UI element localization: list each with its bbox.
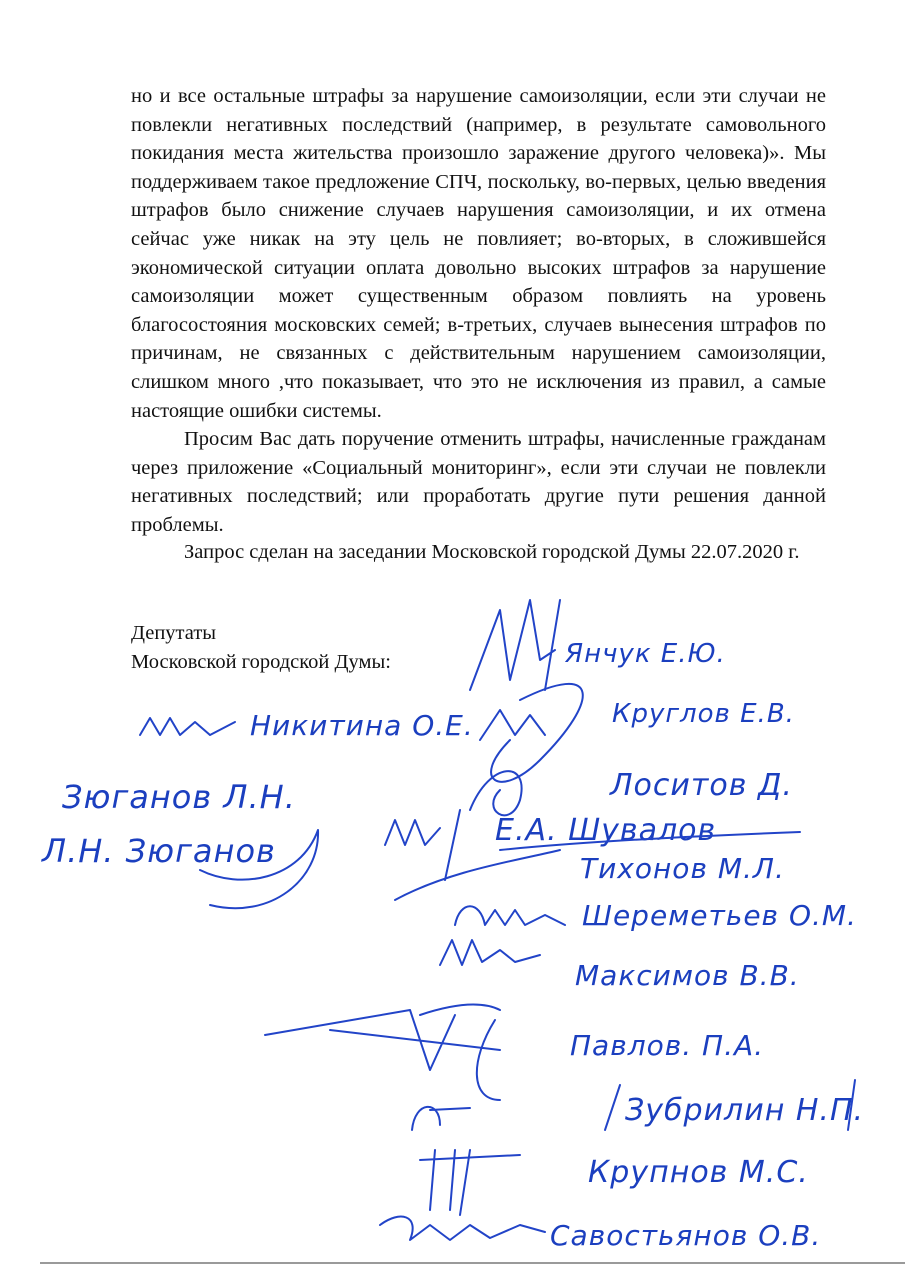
signature-nikitina: Никитина О.Е.	[250, 709, 474, 742]
signature-scribble-savostyanov	[380, 1217, 545, 1240]
signature-zubrilin: Зубрилин Н.П.	[625, 1093, 865, 1128]
signature-scribble-sheremetyev	[455, 906, 565, 925]
signature-scribble-maksimov	[440, 940, 540, 965]
signature-yanchuk: Янчук Е.Ю.	[565, 639, 726, 669]
signature-krupnov: Крупнов М.С.	[588, 1155, 809, 1190]
paragraph-request: Просим Вас дать поручение отменить штрафы, начисленные гражданам через приложение «Социальный мониторинг», если эти случаи не повлекли негативных последствий; или проработать другие пути решения данной проблемы.	[131, 428, 826, 536]
signature-tikhonov: Тихонов М.Л.	[580, 852, 785, 885]
signature-scribble-krupnov	[420, 1150, 520, 1215]
signatories-line-1: Депутаты	[131, 622, 217, 644]
signature-kruglov: Круглов Е.В.	[612, 699, 795, 729]
signature-scribble-pavlov	[265, 1005, 500, 1100]
signature-scribble-yanchuk	[470, 600, 560, 690]
paragraph-main: но и все остальные штрафы за нарушение самоизоляции, если эти случаи не повлекли негативных последствий (например, в результате самовольного покидания места жительства произошло заражение другого человека)». Мы поддерживаем такое предложение СПЧ, поскольку, во-первых, целью введения штрафов было снижение случаев нарушения самоизоляции, и их отмена сейчас уже никак на эту цель не повлияет; во-вторых, в сложившейся экономической ситуации оплата довольно высоких штрафов за нарушение самоизоляции может существенным образом повлиять на уровень благосостояния московских семей; в-третьих, случаев вынесения штрафов по причинам, не связанных с действительным нарушением самоизоляции, слишком много ,что показывает, что это не исключения из правил, а самые настоящие ошибки системы.	[131, 85, 826, 422]
signature-separator-zubrilin	[605, 1085, 620, 1130]
signature-sheremetyev: Шереметьев О.М.	[582, 899, 857, 932]
signature-scribble-zubrilin	[412, 1107, 470, 1130]
signature-scribble-kositsyn	[470, 771, 522, 815]
signature-savostyanov: Савостьянов О.В.	[550, 1219, 822, 1252]
signature-shuvalov: Е.А. Шувалов	[495, 813, 717, 848]
signature-zyuganov-2: Л.Н. Зюганов	[42, 832, 276, 870]
signatories-line-2: Московской городской Думы:	[131, 650, 391, 673]
page-bottom-edge	[40, 1262, 905, 1264]
signature-pavlov: Павлов. П.А.	[570, 1029, 765, 1062]
signature-kositsyn: Лоситов Д.	[610, 768, 793, 803]
signature-scribble-nikitina	[140, 718, 235, 735]
signature-zyuganov-1: Зюганов Л.Н.	[62, 778, 296, 816]
signature-maksimov: Максимов В.В.	[575, 959, 800, 992]
closing-statement: Запрос сделан на заседании Московской городской Думы 22.07.2020 г.	[184, 541, 800, 563]
signature-scribble-center	[480, 684, 583, 782]
